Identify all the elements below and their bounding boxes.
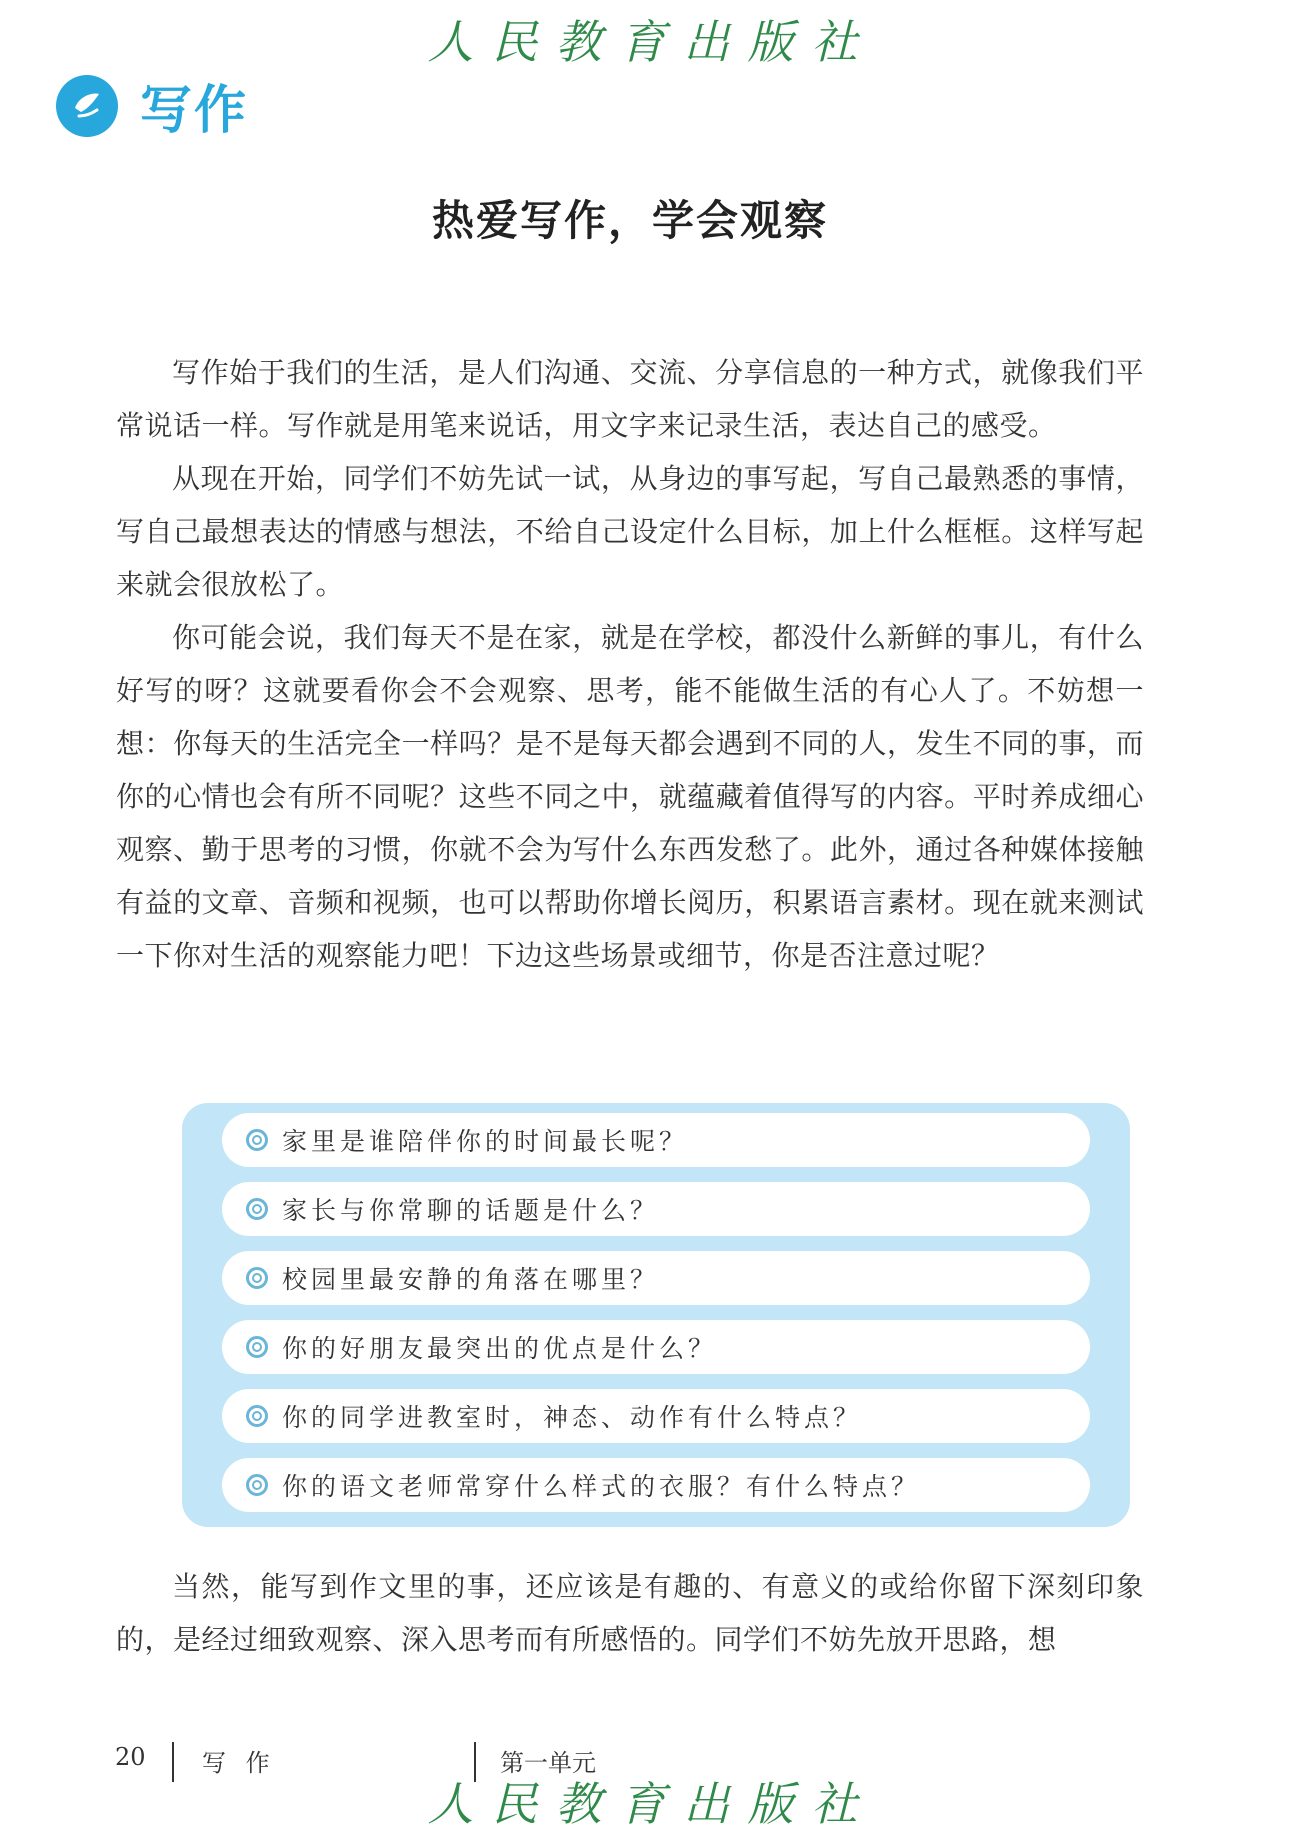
prompt-text: 家长与你常聊的话题是什么？ <box>282 1196 660 1225</box>
prompt-item <box>222 1389 1090 1443</box>
prompt-text: 家里是谁陪伴你的时间最长呢？ <box>282 1127 689 1156</box>
paragraph: 写作始于我们的生活，是人们沟通、交流、分享信息的一种方式，就像我们平常说话一样。写作就是用笔来说话，用文字来记录生活，表达自己的感受。 <box>116 356 1144 442</box>
bullet-icon <box>246 1474 268 1496</box>
prompt-text: 你的语文老师常穿什么样式的衣服？有什么特点？ <box>282 1472 921 1501</box>
prompt-item <box>222 1113 1090 1167</box>
intro-text <box>116 346 1144 982</box>
paragraph: 你可能会说，我们每天不是在家，就是在学校，都没什么新鲜的事儿，有什么好写的呀？这就要看你会不会观察、思考，能不能做生活的有心人了。不妨想一想：你每天的生活完全一样吗？是不是每天都会遇到不同的人，发生不同的事，而你的心情也会有所不同呢？这些不同之中，就蕴藏着值得写的内容。平时养成细心观察、勤于思考的习惯，你就不会为写什么东西发愁了。此外，通过各种媒体接触有益的文章、音频和视频，也可以帮助你增长阅历，积累语言素材。现在就来测试一下你对生活的观察能力吧！下边这些场景或细节，你是否注意过呢？ <box>116 621 1144 972</box>
bullet-icon <box>246 1336 268 1358</box>
page-title: 热爱写作，学会观察 <box>431 196 828 245</box>
prompt-item <box>222 1458 1090 1512</box>
bullet-icon <box>246 1129 268 1151</box>
footer-section: 写 作 <box>202 1749 276 1777</box>
section-header <box>56 68 248 143</box>
publisher-logo-bottom: 人民教育出版社 <box>427 1777 876 1831</box>
footer-unit: 第一单元 <box>500 1749 596 1777</box>
section-title: 写作 <box>140 81 249 141</box>
bullet-icon <box>246 1267 268 1289</box>
prompt-text: 校园里最安静的角落在哪里？ <box>282 1265 660 1294</box>
prompt-text: 你的好朋友最突出的优点是什么？ <box>282 1334 718 1363</box>
pen-circle-icon <box>56 75 118 137</box>
paragraph: 当然，能写到作文里的事，还应该是有趣的、有意义的或给你留下深刻印象的，是经过细致观察、深入思考而有所感悟的。同学们不妨先放开思路，想 <box>116 1570 1144 1656</box>
observation-prompt-box <box>182 1103 1130 1527</box>
prompt-item <box>222 1320 1090 1374</box>
prompt-text: 你的同学进教室时，神态、动作有什么特点？ <box>282 1403 863 1432</box>
paragraph: 从现在开始，同学们不妨先试一试，从身边的事写起，写自己最熟悉的事情，写自己最想表达的情感与想法，不给自己设定什么目标，加上什么框框。这样写起来就会很放松了。 <box>116 462 1144 601</box>
publisher-logo-top: 人民教育出版社 <box>427 15 876 69</box>
closing-text <box>116 1560 1144 1666</box>
page-number: 20 <box>115 1743 146 1771</box>
bullet-icon <box>246 1198 268 1220</box>
bullet-icon <box>246 1405 268 1427</box>
prompt-item <box>222 1182 1090 1236</box>
prompt-item <box>222 1251 1090 1305</box>
